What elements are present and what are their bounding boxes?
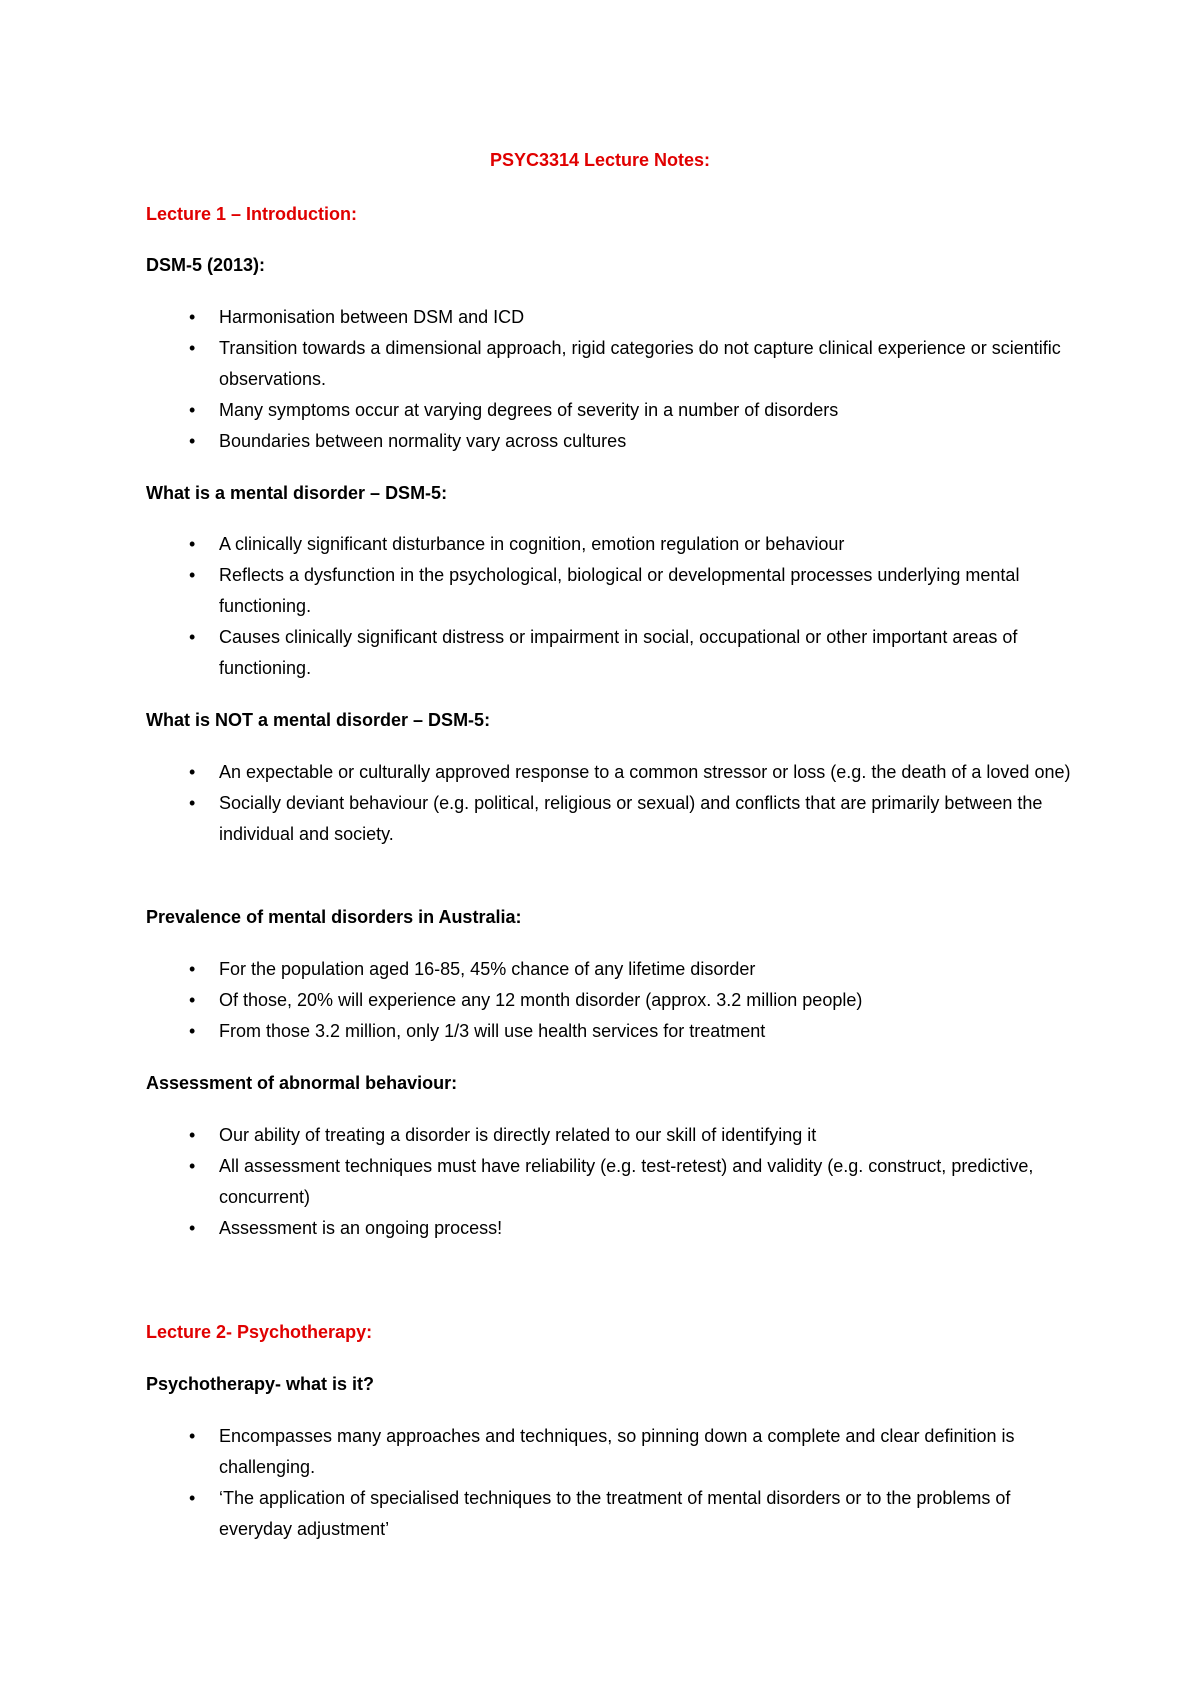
- lecture-2-heading: Lecture 2- Psychotherapy:: [146, 1322, 373, 1342]
- bullet-icon: •: [189, 1156, 196, 1176]
- bullet-icon: •: [189, 1488, 196, 1508]
- bullet-icon: •: [189, 762, 196, 782]
- bullet-list-what-is-mental-disorder: [146, 529, 1076, 684]
- bullet-icon: •: [189, 338, 196, 358]
- list-item: • Socially deviant behaviour (e.g. political, religious or sexual) and conflicts that are primarily between the individual and society.: [146, 788, 1076, 850]
- bullet-icon: •: [189, 1125, 196, 1145]
- list-item: • ‘The application of specialised techniques to the treatment of mental disorders or to the problems of everyday adjustment’: [146, 1483, 1076, 1545]
- bullet-icon: •: [189, 400, 196, 420]
- bullet-list-prevalence: [146, 954, 1076, 1047]
- list-item: • Boundaries between normality vary across cultures: [146, 426, 1076, 457]
- list-item: • A clinically significant disturbance in cognition, emotion regulation or behaviour: [146, 529, 1076, 560]
- section-heading-psychotherapy: Psychotherapy- what is it?: [146, 1374, 375, 1394]
- bullet-icon: •: [189, 565, 196, 585]
- list-item: • Many symptoms occur at varying degrees of severity in a number of disorders: [146, 395, 1076, 426]
- document-title: PSYC3314 Lecture Notes:: [489, 150, 711, 170]
- section-heading-assessment: Assessment of abnormal behaviour:: [146, 1073, 458, 1093]
- bullet-icon: •: [189, 1021, 196, 1041]
- list-item: • Reflects a dysfunction in the psychological, biological or developmental processes underlying mental functioning.: [146, 560, 1076, 622]
- list-item: • Of those, 20% will experience any 12 month disorder (approx. 3.2 million people): [146, 985, 1076, 1016]
- bullet-icon: •: [189, 627, 196, 647]
- section-heading-prevalence: Prevalence of mental disorders in Australia:: [146, 907, 522, 927]
- bullet-list-what-is-not-mental-disorder: [146, 757, 1076, 850]
- bullet-icon: •: [189, 1426, 196, 1446]
- bullet-icon: •: [189, 959, 196, 979]
- bullet-icon: •: [189, 534, 196, 554]
- lecture-1-heading: Lecture 1 – Introduction:: [146, 204, 358, 224]
- bullet-icon: •: [189, 1218, 196, 1238]
- bullet-icon: •: [189, 307, 196, 327]
- bullet-icon: •: [189, 990, 196, 1010]
- bullet-icon: •: [189, 431, 196, 451]
- list-item: • Transition towards a dimensional approach, rigid categories do not capture clinical experience or scientific observations.: [146, 333, 1076, 395]
- list-item: • An expectable or culturally approved response to a common stressor or loss (e.g. the death of a loved one): [146, 757, 1076, 788]
- bullet-icon: •: [189, 793, 196, 813]
- bullet-list-dsm5: [146, 302, 1076, 457]
- list-item: • Encompasses many approaches and techniques, so pinning down a complete and clear definition is challenging.: [146, 1421, 1076, 1483]
- section-heading-what-is-not-mental-disorder: What is NOT a mental disorder – DSM-5:: [146, 710, 491, 730]
- section-heading-dsm5: DSM-5 (2013):: [146, 255, 266, 275]
- list-item: • From those 3.2 million, only 1/3 will use health services for treatment: [146, 1016, 1076, 1047]
- list-item: • Causes clinically significant distress or impairment in social, occupational or other important areas of functioning.: [146, 622, 1076, 684]
- section-heading-what-is-mental-disorder: What is a mental disorder – DSM-5:: [146, 483, 448, 503]
- list-item: • Our ability of treating a disorder is directly related to our skill of identifying it: [146, 1120, 1076, 1151]
- list-item: • All assessment techniques must have reliability (e.g. test-retest) and validity (e.g. construct, predictive, concurrent): [146, 1151, 1076, 1213]
- bullet-list-assessment: [146, 1120, 1076, 1244]
- bullet-list-psychotherapy: [146, 1421, 1076, 1545]
- list-item: • Assessment is an ongoing process!: [146, 1213, 1076, 1244]
- list-item: • For the population aged 16-85, 45% chance of any lifetime disorder: [146, 954, 1076, 985]
- list-item: • Harmonisation between DSM and ICD: [146, 302, 1076, 333]
